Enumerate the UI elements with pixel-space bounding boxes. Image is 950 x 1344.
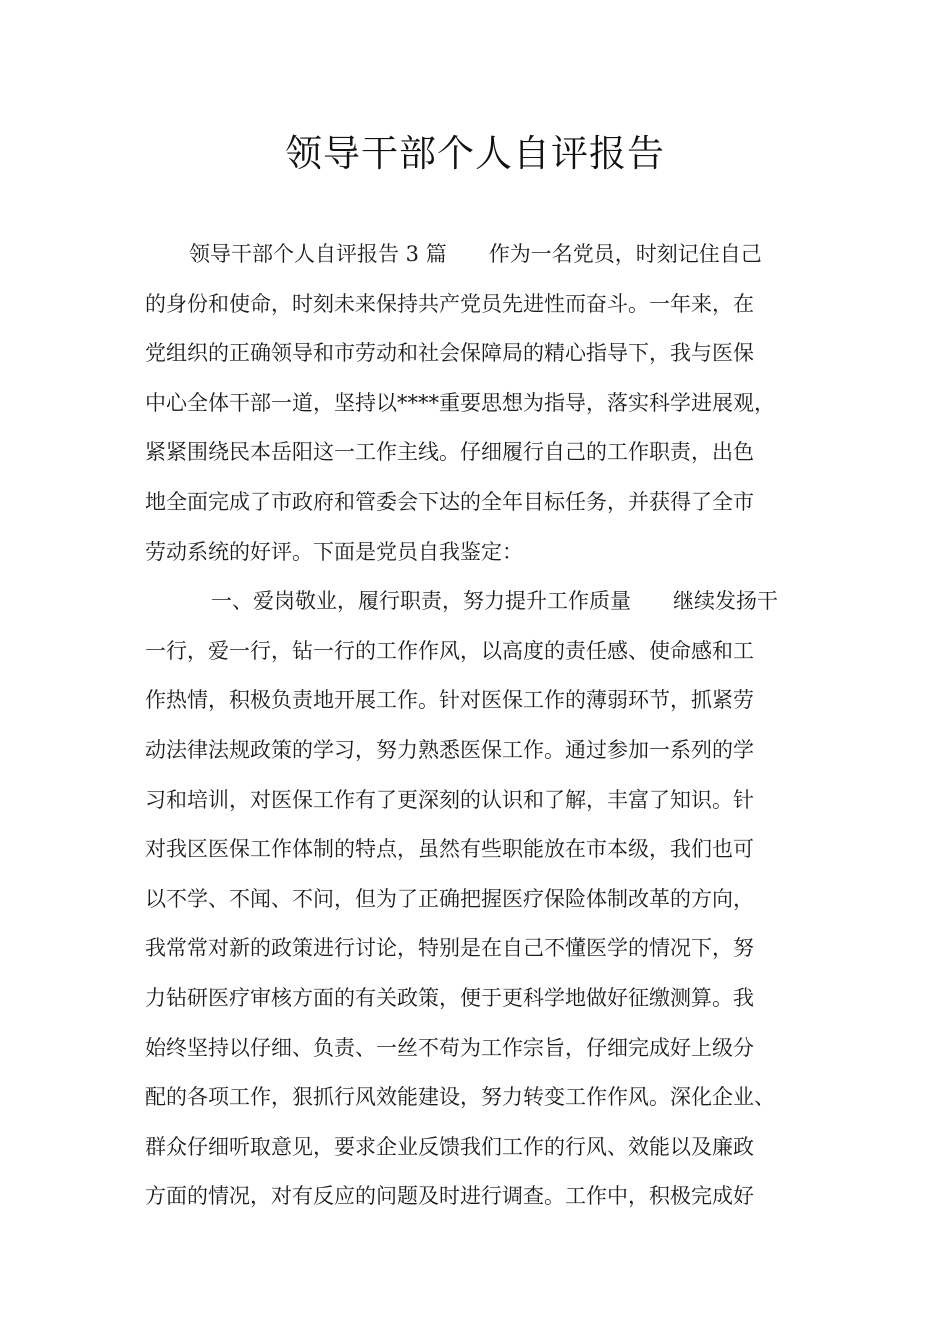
- paragraph-line: 紧紧围绕民本岳阳这一工作主线。仔细履行自己的工作职责，出色: [145, 440, 754, 465]
- paragraph-line: 力钻研医疗审核方面的有关政策，便于更科学地做好征缴测算。我: [145, 985, 754, 1010]
- paragraph-line: 动法律法规政策的学习，努力熟悉医保工作。通过参加一系列的学: [145, 737, 754, 762]
- paragraph-line: 我常常对新的政策进行讨论，特别是在自己不懂医学的情况下，努: [145, 936, 754, 961]
- document-title: 领导干部个人自评报告: [285, 132, 665, 175]
- paragraph-line: 地全面完成了市政府和管委会下达的全年目标任务，并获得了全市: [145, 489, 754, 514]
- paragraph-line: 劳动系统的好评。下面是党员自我鉴定：: [145, 539, 523, 564]
- paragraph-line: 始终坚持以仔细、负责、一丝不苟为工作宗旨，仔细完成好上级分: [145, 1035, 754, 1060]
- paragraph-line: 领导干部个人自评报告 3 篇 作为一名党员，时刻记住自己: [189, 242, 762, 266]
- paragraph-line: 党组织的正确领导和市劳动和社会保障局的精心指导下，我与医保: [145, 341, 754, 366]
- paragraph-line: 配的各项工作，狠抓行风效能建设，努力转变工作作风。深化企业、: [145, 1085, 775, 1110]
- paragraph-line: 群众仔细听取意见，要求企业反馈我们工作的行风、效能以及廉政: [145, 1134, 754, 1159]
- paragraph-line: 作热情，积极负责地开展工作。针对医保工作的薄弱环节，抓紧劳: [145, 688, 754, 713]
- paragraph-line: 一、爱岗敬业，履行职责，努力提升工作质量 继续发扬干: [211, 589, 778, 614]
- paragraph-line: 一行，爱一行，钻一行的工作作风，以高度的责任感、使命感和工: [145, 638, 754, 663]
- paragraph-line: 中心全体干部一道，坚持以****重要思想为指导，落实科学进展观，: [145, 390, 775, 415]
- document-body: [145, 230, 825, 1222]
- paragraph-line: 习和培训，对医保工作有了更深刻的认识和了解，丰富了知识。针: [145, 787, 754, 812]
- paragraph-line: 对我区医保工作体制的特点，虽然有些职能放在市本级，我们也可: [145, 837, 754, 862]
- paragraph-line: 的身份和使命，时刻未来保持共产党员先进性而奋斗。一年来，在: [145, 291, 754, 316]
- paragraph-line: 方面的情况，对有反应的问题及时进行调查。工作中，积极完成好: [145, 1184, 754, 1209]
- paragraph-line: 以不学、不闻、不问，但为了正确把握医疗保险体制改革的方向，: [145, 886, 754, 911]
